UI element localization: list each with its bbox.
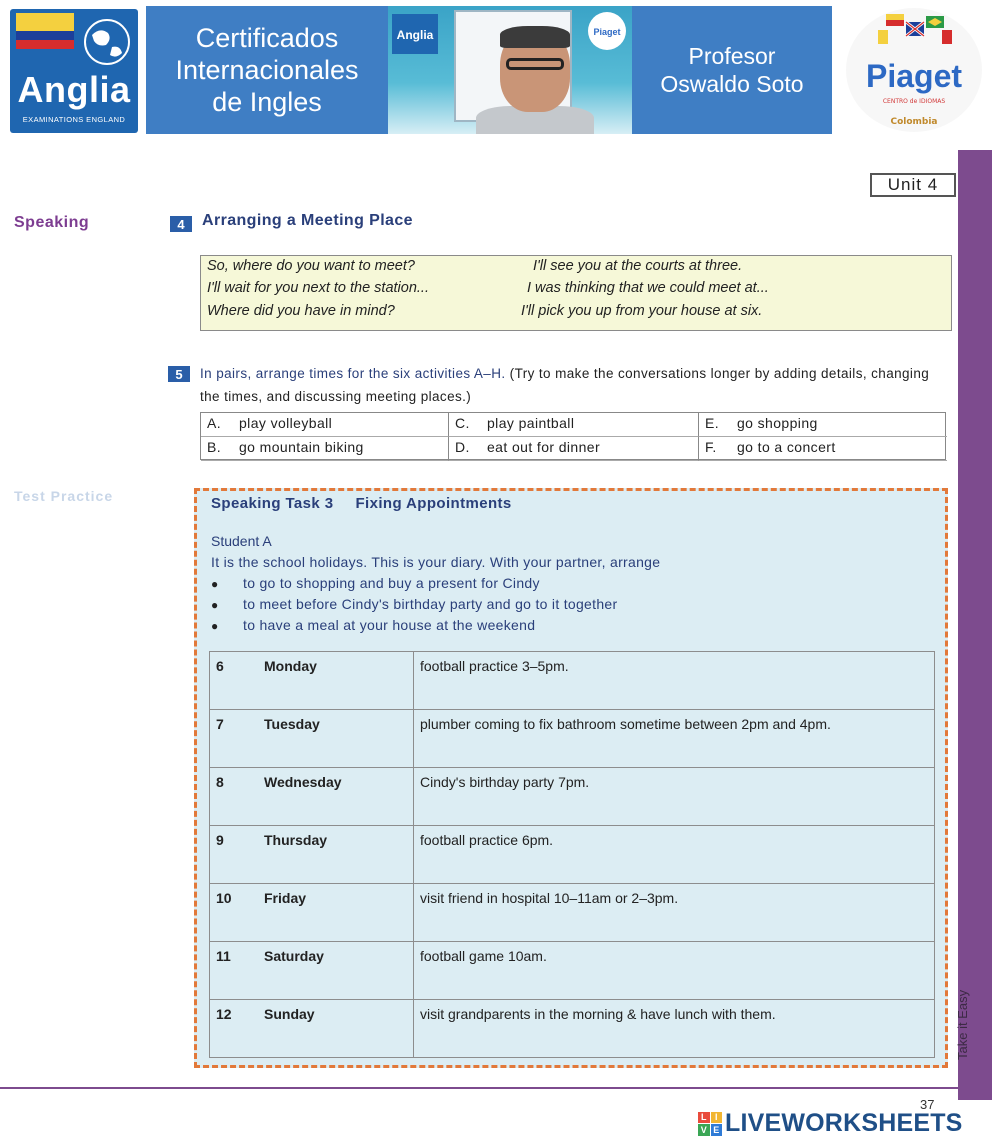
phrase: Where did you have in mind? [207, 303, 395, 319]
anglia-name: Anglia [17, 69, 131, 110]
section-title: Arranging a Meeting Place [202, 212, 413, 229]
activity-text: go shopping [737, 415, 818, 431]
speaking-task-box [194, 488, 948, 1068]
side-label: Take it Easy [955, 989, 970, 1060]
diary-day-name: Monday [264, 658, 317, 674]
mini-piaget-logo [588, 12, 626, 50]
liveworksheets-logo[interactable] [698, 1109, 963, 1138]
globe-icon [82, 17, 132, 67]
certificates-line: de Ingles [212, 87, 322, 117]
diary-day [210, 884, 414, 942]
table-row [210, 768, 935, 826]
section-number-badge: 5 [168, 366, 190, 382]
flags-icon [876, 10, 954, 50]
diary-number: 8 [216, 774, 224, 790]
icon-letter: I [711, 1112, 723, 1124]
piaget-name: Piaget [865, 58, 963, 94]
phrase: I'll wait for you next to the station... [207, 280, 429, 296]
task-intro: It is the school holidays. This is your diary. With your partner, arrange [211, 554, 661, 570]
task-subtitle: Fixing Appointments [355, 495, 512, 512]
anglia-subtitle: EXAMINATIONS ENGLAND [22, 115, 126, 124]
colombia-flag-icon [16, 13, 74, 49]
section-number-badge: 4 [170, 216, 192, 232]
diary-note: visit grandparents in the morning & have lunch with them. [414, 1000, 935, 1058]
student-label: Student A [211, 533, 272, 549]
footer-divider [0, 1087, 958, 1089]
activity-cell [201, 437, 449, 461]
liveworksheets-text: LIVEWORKSHEETS [725, 1109, 963, 1137]
diary-day [210, 942, 414, 1000]
diary-note: Cindy's birthday party 7pm. [414, 768, 935, 826]
anglia-logo [10, 9, 138, 133]
piaget-subtitle: CENTRO de IDIOMAS [882, 98, 946, 105]
list-item [211, 617, 617, 638]
side-bar [958, 150, 992, 1100]
certificates-line: Internacionales [175, 55, 359, 85]
diary-day-name: Thursday [264, 832, 328, 848]
activity-text: eat out for dinner [487, 439, 601, 455]
teacher-hair [500, 26, 570, 48]
bullet-text: to meet before Cindy's birthday party and go to it together [243, 596, 618, 612]
diary-day-name: Friday [264, 890, 307, 906]
liveworksheets-icon [698, 1112, 722, 1136]
instruction-main: In pairs, arrange times for the six activities A–H. [200, 366, 506, 381]
teacher-box [632, 6, 832, 134]
activity-text: play paintball [487, 415, 575, 431]
activity-letter: F. [705, 439, 717, 455]
activity-text: play volleyball [239, 415, 333, 431]
diary-day [210, 826, 414, 884]
diary-day-name: Sunday [264, 1006, 315, 1022]
diary-day [210, 710, 414, 768]
activity-cell [449, 437, 699, 461]
diary-number: 6 [216, 658, 224, 674]
activity-cell [201, 413, 449, 437]
certificates-line: Certificados [195, 23, 339, 53]
diary-number: 7 [216, 716, 224, 732]
piaget-mini-icon [588, 12, 626, 50]
task-title [211, 495, 512, 512]
activity-letter: B. [207, 439, 222, 455]
bullet-icon: ● [211, 577, 219, 591]
diary-day-name: Saturday [264, 948, 324, 964]
bullet-text: to have a meal at your house at the weekend [243, 617, 536, 633]
section-label-test-practice: Test Practice [14, 488, 114, 504]
diary-number: 10 [216, 890, 232, 906]
certificates-box [146, 6, 388, 134]
icon-letter: L [698, 1112, 710, 1124]
diary-day [210, 652, 414, 710]
activity-letter: C. [455, 415, 470, 431]
diary-table [209, 651, 935, 1058]
diary-note: plumber coming to fix bathroom sometime between 2pm and 4pm. [414, 710, 935, 768]
unit-label: Unit 4 [870, 173, 956, 197]
phrase-box [200, 255, 952, 331]
page-number: 37 [920, 1097, 935, 1112]
diary-number: 12 [216, 1006, 232, 1022]
activity-letter: D. [455, 439, 470, 455]
table-row [210, 942, 935, 1000]
diary-note: football practice 6pm. [414, 826, 935, 884]
bullet-icon: ● [211, 619, 219, 633]
table-row [210, 826, 935, 884]
section5-instruction [200, 362, 930, 408]
list-item [211, 596, 617, 617]
list-item [211, 575, 617, 596]
piaget-logo [840, 6, 988, 134]
piaget-country: Colombia [890, 117, 938, 127]
diary-day [210, 1000, 414, 1058]
diary-number: 9 [216, 832, 224, 848]
activities-table [200, 412, 946, 460]
activity-cell [699, 437, 947, 461]
piaget-mini-text: Piaget [593, 27, 621, 37]
activity-cell [699, 413, 947, 437]
diary-day-name: Wednesday [264, 774, 342, 790]
activity-text: go mountain biking [239, 439, 364, 455]
phrase: I'll pick you up from your house at six. [521, 303, 763, 319]
phrase: So, where do you want to meet? [207, 258, 415, 274]
diary-note: football practice 3–5pm. [414, 652, 935, 710]
table-row [210, 1000, 935, 1058]
table-row [210, 884, 935, 942]
teacher-line: Profesor [688, 43, 776, 69]
table-row [210, 652, 935, 710]
task-bullets [211, 575, 617, 638]
bullet-icon: ● [211, 598, 219, 612]
section-label-speaking: Speaking [14, 214, 90, 231]
task-name: Speaking Task 3 [211, 495, 334, 512]
glasses-icon [506, 58, 564, 70]
instruction-rest: (Try to make the conversations longer by adding details, changing the times, and discussing meeting places.) [200, 366, 930, 404]
activity-letter: A. [207, 415, 222, 431]
header-banner [10, 6, 988, 134]
diary-note: visit friend in hospital 10–11am or 2–3pm. [414, 884, 935, 942]
activity-cell [449, 413, 699, 437]
mini-anglia-logo: Anglia [392, 14, 438, 54]
activity-text: go to a concert [737, 439, 836, 455]
table-row [210, 710, 935, 768]
diary-day [210, 768, 414, 826]
icon-letter: V [698, 1124, 710, 1136]
bullet-text: to go to shopping and buy a present for Cindy [243, 575, 540, 591]
phrase: I'll see you at the courts at three. [533, 258, 743, 274]
teacher-photo [388, 6, 632, 134]
phrase: I was thinking that we could meet at... [527, 280, 769, 296]
activity-letter: E. [705, 415, 720, 431]
teacher-line: Oswaldo Soto [660, 71, 804, 97]
diary-number: 11 [216, 948, 231, 964]
diary-note: football game 10am. [414, 942, 935, 1000]
icon-letter: E [711, 1124, 723, 1136]
diary-day-name: Tuesday [264, 716, 320, 732]
